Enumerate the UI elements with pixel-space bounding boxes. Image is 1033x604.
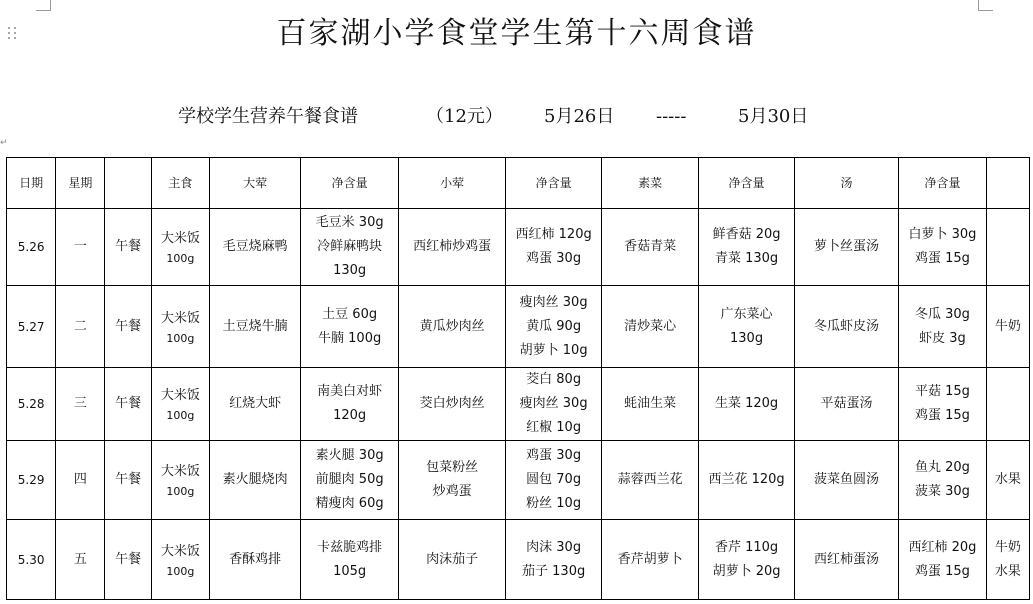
cell-veg: 蚝油生菜 (601, 368, 698, 441)
cell-big-meat-qty (301, 441, 398, 520)
cell-veg: 清炒菜心 (601, 286, 698, 368)
table-row (7, 368, 1030, 441)
paragraph-marker-icon: ↵ (0, 138, 8, 148)
cell-soup-qty (899, 441, 986, 520)
cell-small-meat (398, 441, 506, 520)
header-extra (986, 158, 1029, 209)
cell-weekday: 二 (56, 286, 105, 368)
cell-veg-qty (699, 520, 794, 600)
qty-line: 卡兹脆鸡排 (317, 539, 383, 555)
qty-line: 胡萝卜 20g (712, 563, 781, 579)
cell-staple (151, 286, 209, 368)
cell-date: 5.27 (7, 286, 56, 368)
qty-line: 菠菜 30g (915, 484, 970, 499)
cell-staple (151, 209, 209, 286)
cell-meal: 午餐 (105, 286, 151, 368)
page-corner-mark-right (978, 0, 993, 11)
cell-date: 5.30 (7, 520, 56, 600)
cell-small-meat-qty (506, 441, 601, 520)
qty-line: 120g (333, 408, 367, 423)
qty-line: 圆包 70g (526, 472, 582, 487)
qty-line: 白萝卜 30g (908, 227, 977, 242)
staple-name: 大米饭 (160, 388, 200, 403)
cell-extra: 水果 (986, 441, 1029, 520)
page-corner-mark-left (36, 0, 51, 11)
header-meal (105, 158, 151, 209)
page-title: 百家湖小学食堂学生第十六周食谱 (276, 16, 757, 51)
cell-veg-qty (699, 441, 794, 520)
cell-small-meat-qty (506, 520, 601, 600)
cell-soup-qty (899, 286, 986, 368)
cell-meal: 午餐 (105, 368, 151, 441)
cell-staple (151, 368, 209, 441)
dish-line: 炒鸡蛋 (432, 484, 472, 499)
qty-line: 平菇 15g (915, 384, 970, 399)
cell-small-meat: 肉沫茄子 (398, 520, 506, 600)
cell-small-meat-qty (506, 209, 601, 286)
table-row (7, 209, 1030, 286)
subtitle-price: （12元） (426, 106, 503, 127)
staple-qty: 100g (166, 564, 195, 578)
subtitle-end-date: 5月30日 (738, 106, 809, 127)
cell-small-meat: 黄瓜炒肉丝 (398, 286, 506, 368)
qty-line: 毛豆米 30g (315, 215, 384, 230)
qty-line: 生菜 120g (714, 396, 779, 411)
qty-line: 素火腿 30g (315, 448, 384, 463)
cell-soup-qty (899, 368, 986, 441)
cell-small-meat-qty (506, 286, 601, 368)
qty-line: 前腿肉 50g (315, 472, 384, 487)
cell-staple (151, 520, 209, 600)
cell-big-meat-qty (301, 520, 398, 600)
qty-line: 鲜香菇 20g (712, 227, 781, 242)
qty-line: 鸡蛋 15g (915, 251, 970, 266)
cell-soup-qty (899, 520, 986, 600)
qty-line: 西红柿 20g (908, 539, 977, 555)
qty-line: 胡萝卜 10g (519, 342, 588, 358)
subtitle-line (178, 104, 808, 130)
header-big-meat-qty: 净含量 (301, 158, 398, 209)
cell-extra (986, 520, 1029, 600)
cell-date: 5.26 (7, 209, 56, 286)
qty-line: 肉沫 30g (526, 539, 582, 555)
qty-line: 粉丝 10g (526, 496, 582, 511)
cell-extra: 牛奶 (986, 286, 1029, 368)
cell-soup: 冬瓜虾皮汤 (794, 286, 899, 368)
staple-name: 大米饭 (160, 464, 200, 479)
cell-weekday: 五 (56, 520, 105, 600)
cell-veg-qty (699, 368, 794, 441)
qty-line: 牛腩 100g (318, 330, 382, 346)
qty-line: 虾皮 3g (919, 330, 966, 346)
cell-veg: 香菇青菜 (601, 209, 698, 286)
qty-line: 105g (333, 563, 367, 579)
header-soup: 汤 (794, 158, 899, 209)
qty-line: 鸡蛋 15g (915, 408, 970, 423)
cell-big-meat: 素火腿烧肉 (209, 441, 300, 520)
staple-qty: 100g (166, 485, 195, 498)
qty-line: 鸡蛋 30g (526, 251, 582, 266)
cell-big-meat-qty (301, 368, 398, 441)
menu-table (6, 157, 1030, 600)
header-staple: 主食 (151, 158, 209, 209)
header-big-meat: 大荤 (209, 158, 300, 209)
qty-line: 茭白 80g (526, 372, 582, 387)
qty-line: 鱼丸 20g (915, 460, 970, 475)
qty-line: 茄子 130g (522, 563, 586, 579)
cell-big-meat-qty (301, 209, 398, 286)
staple-name: 大米饭 (160, 543, 200, 559)
qty-line: 130g (730, 330, 764, 346)
qty-line: 鸡蛋 15g (915, 563, 970, 579)
extra-line: 水果 (994, 563, 1021, 579)
qty-line: 红椒 10g (526, 420, 582, 435)
staple-name: 大米饭 (160, 310, 200, 326)
cell-big-meat: 香酥鸡排 (209, 520, 300, 600)
cell-soup: 西红柿蛋汤 (794, 520, 899, 600)
qty-line: 瘦肉丝 30g (519, 294, 588, 310)
cell-meal: 午餐 (105, 441, 151, 520)
cell-date: 5.28 (7, 368, 56, 441)
subtitle-main: 学校学生营养午餐食谱 (178, 106, 358, 127)
cell-small-meat: 茭白炒肉丝 (398, 368, 506, 441)
qty-line: 精瘦肉 60g (315, 496, 384, 511)
staple-qty: 100g (166, 409, 195, 422)
header-small-meat-qty: 净含量 (506, 158, 601, 209)
table-row (7, 286, 1030, 368)
cell-small-meat: 西红柿炒鸡蛋 (398, 209, 506, 286)
cell-big-meat-qty (301, 286, 398, 368)
staple-name: 大米饭 (160, 231, 200, 246)
cell-date: 5.29 (7, 441, 56, 520)
extra-line: 牛奶 (994, 539, 1021, 555)
qty-line: 香芹 110g (714, 539, 779, 555)
qty-line: 南美白对虾 (317, 384, 383, 399)
staple-qty: 100g (166, 252, 195, 265)
cell-extra (986, 368, 1029, 441)
cell-veg: 蒜蓉西兰花 (601, 441, 698, 520)
cell-soup: 菠菜鱼圆汤 (794, 441, 899, 520)
qty-line: 130g (333, 263, 367, 278)
header-soup-qty: 净含量 (899, 158, 986, 209)
cell-staple (151, 441, 209, 520)
cell-big-meat: 土豆烧牛腩 (209, 286, 300, 368)
table-row (7, 441, 1030, 520)
qty-line: 黄瓜 90g (526, 318, 582, 334)
cell-veg: 香芹胡萝卜 (601, 520, 698, 600)
cell-weekday: 三 (56, 368, 105, 441)
cell-big-meat: 毛豆烧麻鸭 (209, 209, 300, 286)
header-veg: 素菜 (601, 158, 698, 209)
cell-big-meat: 红烧大虾 (209, 368, 300, 441)
table-header-row (7, 158, 1030, 209)
qty-line: 青菜 130g (714, 251, 779, 266)
cell-soup-qty (899, 209, 986, 286)
qty-line: 冬瓜 30g (915, 306, 970, 322)
qty-line: 广东菜心 (720, 306, 773, 322)
qty-line: 瘦肉丝 30g (519, 396, 588, 411)
cell-weekday: 一 (56, 209, 105, 286)
cell-extra (986, 209, 1029, 286)
cell-meal: 午餐 (105, 209, 151, 286)
qty-line: 西兰花 120g (708, 472, 785, 487)
subtitle-start-date: 5月26日 (544, 106, 615, 127)
cell-veg-qty (699, 286, 794, 368)
header-veg-qty: 净含量 (699, 158, 794, 209)
cell-meal: 午餐 (105, 520, 151, 600)
table-row (7, 520, 1030, 600)
cell-veg-qty (699, 209, 794, 286)
cell-weekday: 四 (56, 441, 105, 520)
subtitle-separator: ----- (656, 106, 687, 127)
qty-line: 鸡蛋 30g (526, 448, 582, 463)
qty-line: 西红柿 120g (515, 227, 592, 242)
qty-line: 冷鲜麻鸭块 (317, 239, 383, 254)
qty-line: 土豆 60g (322, 306, 378, 322)
header-weekday: 星期 (56, 158, 105, 209)
header-small-meat: 小荤 (398, 158, 506, 209)
staple-qty: 100g (166, 331, 195, 345)
cell-soup: 萝卜丝蛋汤 (794, 209, 899, 286)
cell-soup: 平菇蛋汤 (794, 368, 899, 441)
header-date: 日期 (7, 158, 56, 209)
cell-small-meat-qty (506, 368, 601, 441)
dish-line: 包菜粉丝 (426, 460, 479, 475)
